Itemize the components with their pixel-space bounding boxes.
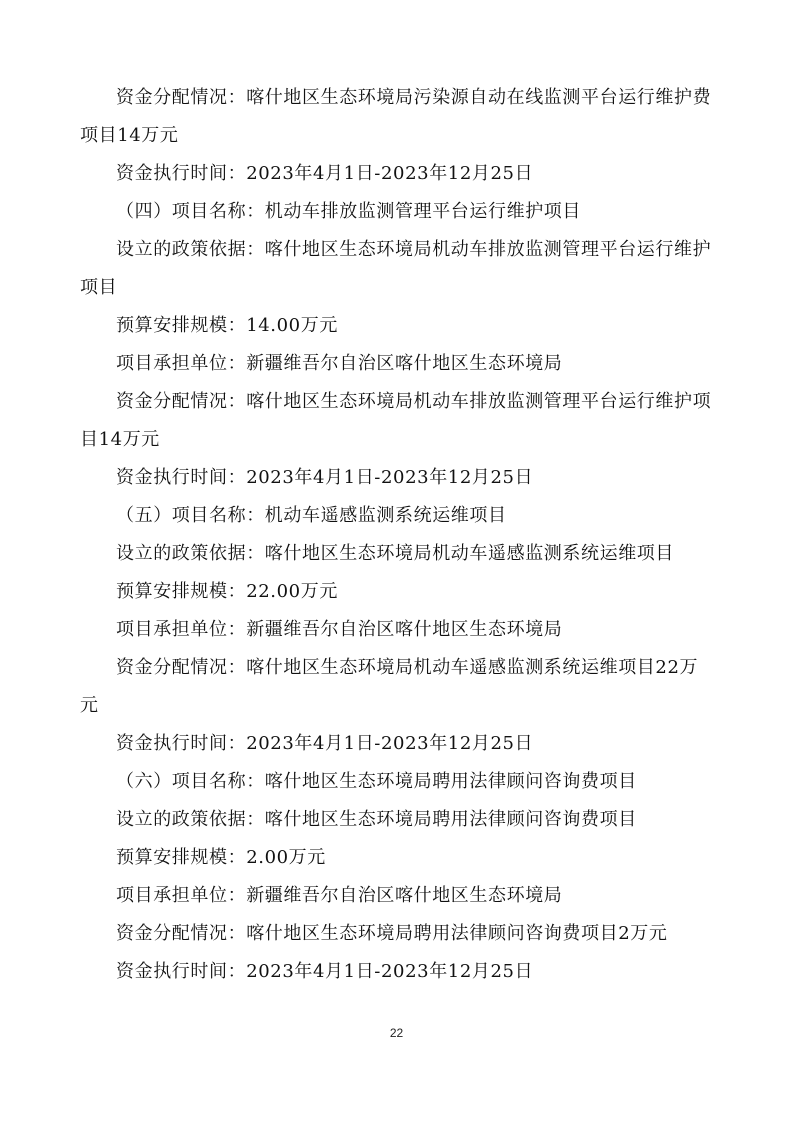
text-line: 资金执行时间：2023年4月1日-2023年12月25日 [116, 733, 534, 754]
text-line: 设立的政策依据：喀什地区生态环境局聘用法律顾问咨询费项目 [116, 809, 637, 830]
text-line: 资金执行时间：2023年4月1日-2023年12月25日 [116, 467, 534, 488]
text-line: 项目承担单位：新疆维吾尔自治区喀什地区生态环境局 [116, 885, 563, 906]
text-line: 资金执行时间：2023年4月1日-2023年12月25日 [116, 163, 534, 184]
text-line: 设立的政策依据：喀什地区生态环境局机动车遥感监测系统运维项目 [116, 543, 674, 564]
text-line: 资金分配情况：喀什地区生态环境局污染源自动在线监测平台运行维护费 [116, 87, 712, 108]
text-line: 资金执行时间：2023年4月1日-2023年12月25日 [116, 961, 534, 982]
text-line: 项目 [80, 277, 118, 298]
page-number: 22 [389, 1026, 404, 1040]
text-line: 资金分配情况：喀什地区生态环境局机动车遥感监测系统运维项目22万 [116, 657, 699, 678]
section-heading: （五）项目名称：机动车遥感监测系统运维项目 [116, 505, 507, 526]
text-line: 项目承担单位：新疆维吾尔自治区喀什地区生态环境局 [116, 619, 563, 640]
text-line: 预算安排规模：14.00万元 [116, 315, 338, 336]
text-line: 项目14万元 [80, 125, 179, 146]
text-line: 元 [80, 695, 99, 716]
text-line: 预算安排规模：22.00万元 [116, 581, 338, 602]
text-line: 设立的政策依据：喀什地区生态环境局机动车排放监测管理平台运行维护 [116, 239, 712, 260]
section-heading: （六）项目名称：喀什地区生态环境局聘用法律顾问咨询费项目 [116, 771, 637, 792]
text-line: 项目承担单位：新疆维吾尔自治区喀什地区生态环境局 [116, 353, 563, 374]
section-heading: （四）项目名称：机动车排放监测管理平台运行维护项目 [116, 201, 581, 222]
text-line: 目14万元 [80, 429, 160, 450]
text-line: 资金分配情况：喀什地区生态环境局机动车排放监测管理平台运行维护项 [116, 391, 712, 412]
text-line: 预算安排规模：2.00万元 [116, 847, 326, 868]
text-line: 资金分配情况：喀什地区生态环境局聘用法律顾问咨询费项目2万元 [116, 923, 668, 944]
